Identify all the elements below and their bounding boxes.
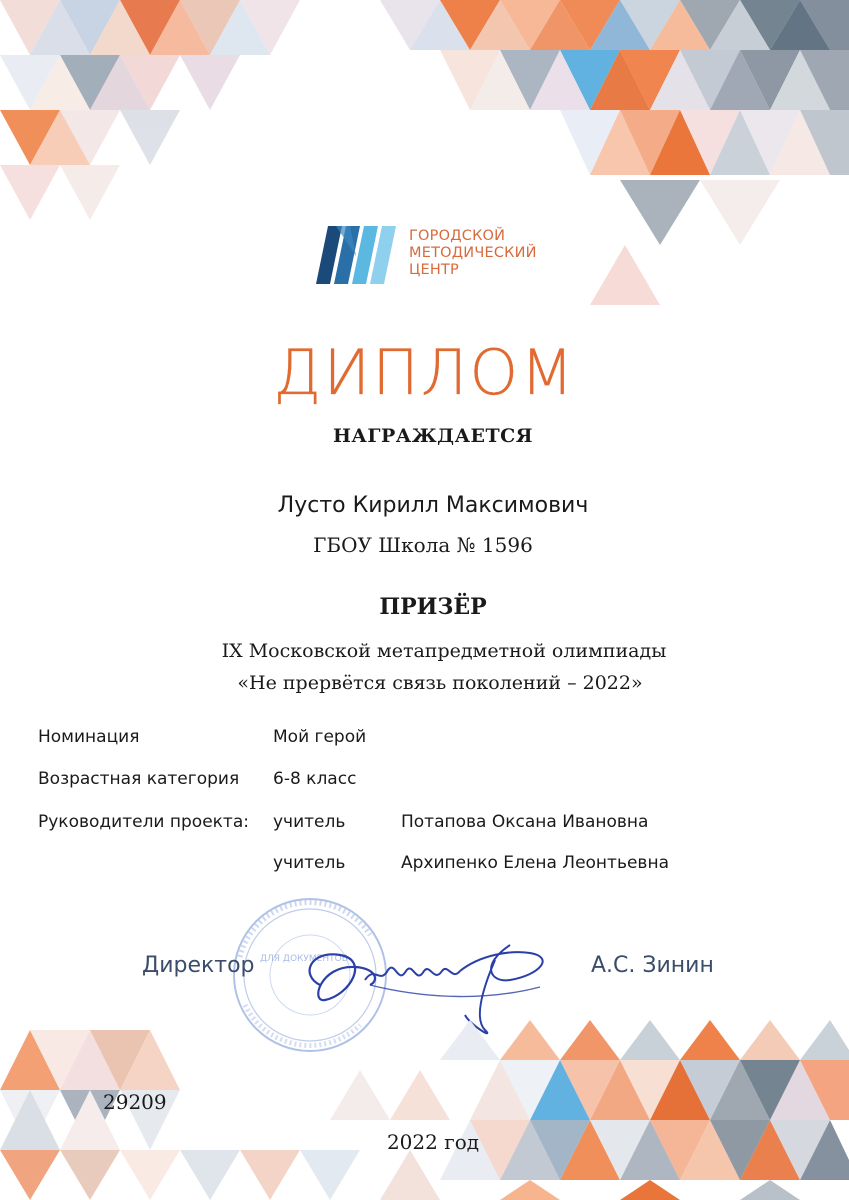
diploma-title: ДИПЛОМ [273, 336, 576, 409]
leader-2-name: Архипенко Елена Леонтьевна [401, 853, 669, 873]
nomination-value: Мой герой [273, 727, 367, 747]
age-category-label: Возрастная категория [38, 769, 240, 789]
awarded-heading: НАГРАЖДАЕТСЯ [332, 425, 534, 447]
leader-1-name: Потапова Оксана Ивановна [401, 812, 649, 832]
diploma-year: 2022 год [386, 1130, 480, 1154]
leader-2-role: учитель [273, 853, 346, 873]
logo-mark-icon [316, 226, 404, 284]
director-name: А.С. Зинин [591, 953, 714, 978]
diploma-number: 29209 [103, 1090, 167, 1114]
recipient-name: Лусто Кирилл Максимович [277, 493, 589, 518]
stamp-text: ДЛЯ ДОКУМЕНТОВ [260, 954, 348, 964]
logo-line-1: ГОРОДСКОЙ [409, 228, 506, 244]
nomination-label: Номинация [38, 727, 140, 747]
logo-text [409, 228, 537, 279]
project-leaders-label: Руководители проекта: [38, 812, 249, 832]
olympiad-name-line-2: «Не прервётся связь поколений – 2022» [237, 672, 643, 694]
director-position: Директор [142, 953, 255, 978]
olympiad-name-line-1: IX Московской метапредметной олимпиады [221, 640, 667, 662]
prize-title: ПРИЗЁР [379, 594, 487, 620]
organization-logo [316, 226, 546, 286]
recipient-school: ГБОУ Школа № 1596 [313, 533, 533, 557]
logo-line-3: ЦЕНТР [409, 262, 459, 278]
age-category-value: 6-8 класс [273, 769, 357, 789]
leader-1-role: учитель [273, 812, 346, 832]
logo-line-2: МЕТОДИЧЕСКИЙ [409, 245, 537, 261]
